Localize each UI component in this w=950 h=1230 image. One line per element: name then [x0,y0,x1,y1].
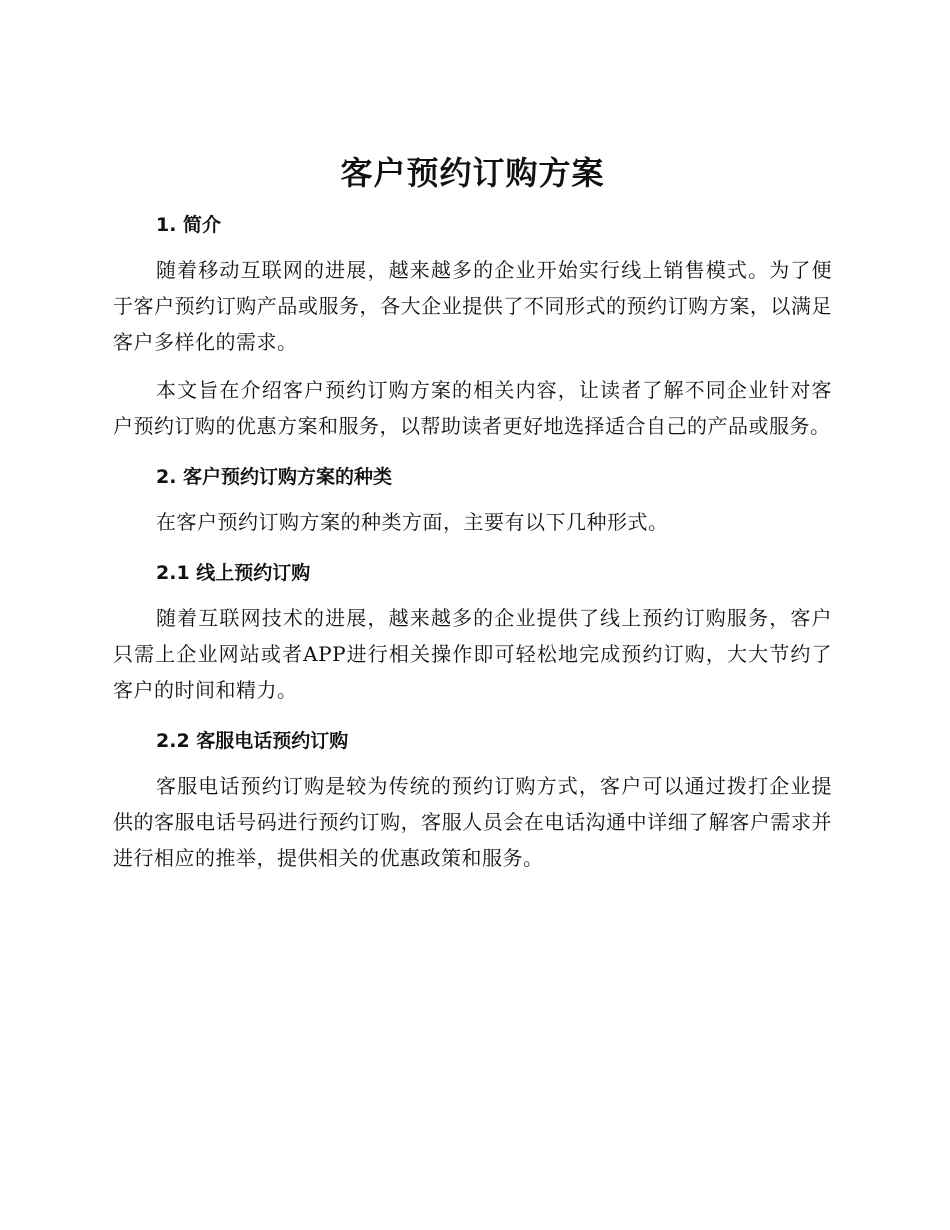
document-title: 客户预约订购方案 [340,154,605,192]
section-heading-phone: 2.2 客服电话预约订购 [156,730,349,752]
paragraph: 客服电话预约订购是较为传统的预约订购方式，客户可以通过拨打企业提供的客服电话号码进行预约订购，客服人员会在电话沟通中详细了解客户需求并进行相应的推举，提供相关的优惠政策和服务。 [113,774,832,870]
paragraph: 随着移动互联网的进展，越来越多的企业开始实行线上销售模式。为了便于客户预约订购产品或服务，各大企业提供了不同形式的预约订购方案，以满足客户多样化的需求。 [113,258,832,354]
section-heading-online: 2.1 线上预约订购 [156,562,311,584]
paragraph: 本文旨在介绍客户预约订购方案的相关内容，让读者了解不同企业针对客户预约订购的优惠方案和服务，以帮助读者更好地选择适合自己的产品或服务。 [113,378,832,438]
paragraph: 在客户预约订购方案的种类方面，主要有以下几种形式。 [156,510,669,534]
section-heading-types: 2. 客户预约订购方案的种类 [156,466,393,488]
section-heading-intro: 1. 简介 [156,214,222,236]
paragraph: 随着互联网技术的进展，越来越多的企业提供了线上预约订购服务，客户只需上企业网站或者APP进行相关操作即可轻松地完成预约订购，大大节约了客户的时间和精力。 [113,606,832,702]
